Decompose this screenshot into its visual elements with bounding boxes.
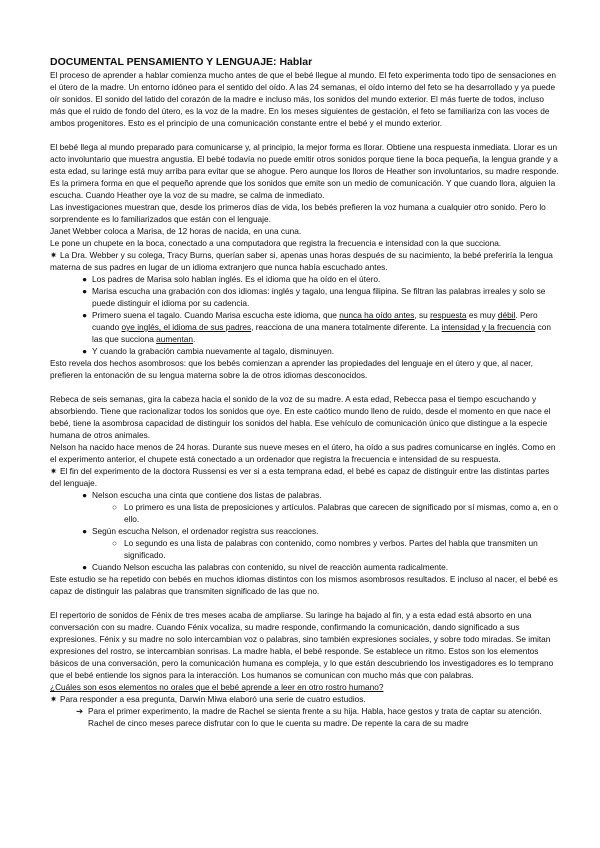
list-item — [50, 285, 560, 309]
paragraph-janet-webber: Janet Webber coloca a Marisa, de 12 horas de nacida, en una cuna. — [50, 226, 302, 236]
underlined-text: aumentan — [156, 334, 194, 344]
list-item-text: Nelson escucha una cinta que contiene dos listas de palabras. — [92, 490, 322, 500]
asterisk-marker: ✷ — [50, 250, 57, 260]
bullet-marker: ● — [82, 286, 88, 296]
list-item-text: Primero suena el tagalo. Cuando Marisa escucha este idioma, que nunca ha oído antes, su respuesta es muy débil. Pero cuando oye inglés, el idioma de sus padres, reacciona de una manera totalmente diferente. La intensidad y la frecuencia con las que succiona aumentan. — [92, 310, 551, 344]
paragraph-voice-preference: Las investigaciones muestran que, desde los primeros días de vida, los bebés prefieren la voz humana a cualquier otro sonido. Pero lo sorprendente es lo familiarizados que están con el lenguaje. — [50, 202, 546, 224]
underlined-text: intensidad y la frecuencia — [441, 322, 536, 332]
list-item-text: Los padres de Marisa solo hablan inglés. Es el idioma que ha oído en el útero. — [92, 274, 381, 284]
paragraph-text: Para responder a esa pregunta, Darwin Miwa elaboró una serie de cuatro estudios. — [59, 694, 366, 704]
list-item — [50, 489, 560, 501]
underlined-text: ¿Cuáles son esos elementos no orales que el bebé aprende a leer en otro rostro humano? — [50, 682, 384, 692]
list-item — [50, 273, 560, 285]
sub-bullet-marker: ○ — [112, 538, 118, 548]
paragraph-repeated-study: Este estudio se ha repetido con bebés en muchos idiomas distintos con los mismos asombrosos resultados. E incluso al nacer, el bebé es capaz de distinguir las palabras que transmiten significado de las que no. — [50, 574, 558, 596]
list-item-text: Lo primero es una lista de preposiciones y artículos. Palabras que carecen de significado por sí mismas, como a, en o ello. — [124, 502, 558, 524]
underlined-text: respuesta — [430, 310, 467, 320]
question-heading — [50, 681, 560, 693]
bullet-marker: ● — [82, 490, 88, 500]
paragraph-webber-question — [50, 249, 560, 273]
asterisk-marker: ✷ — [50, 466, 57, 476]
arrow-icon: ➔ — [76, 706, 83, 716]
underlined-text: débil — [497, 310, 516, 320]
list-item-text: Para el primer experimento, la madre de Rachel se sienta frente a su hija. Habla, hace gestos y trata de captar su atención. Rachel de cinco meses parece disfrutar con lo que le cuenta su madre. De repente la cara de su madre — [88, 706, 542, 728]
paragraph-rebeca: Rebeca de seis semanas, gira la cabeza hacia el sonido de la voz de su madre. A esta edad, Rebecca pasa el tiempo escuchando y absorbiendo. Tiene que racionalizar todos los sonidos que oye. En este caótico mundo lleno de ruido, desde el momento en que nace el bebé, tiene la asombrosa capacidad de distinguir los sonidos del habla. Ese vehículo de comunicación único que distingue a la especie humana de otros animales. — [50, 394, 551, 440]
arrow-list-item — [50, 705, 560, 729]
bullet-marker: ● — [82, 346, 88, 356]
underlined-text: nunca ha oído antes — [339, 310, 415, 320]
list-item — [50, 525, 560, 537]
underlined-text: oye inglés, el idioma de sus padres — [121, 322, 252, 332]
paragraph-crying: El bebé llega al mundo preparado para comunicarse y, al principio, la mejor forma es llorar. Obtiene una respuesta inmediata. Llorar es un acto involuntario que muestra angustia. El bebé todavía no puede emitir otros sonidos porque tiene la boca pequeña, la lengua grande y a esta edad, su laringe está muy arriba para evitar que se ahogue. Pero aunque los lloros de Heather son involuntarios, su madre responde. Es la primera forma en que el pequeño aprende que los sonidos que emite son un medio de comunicación. Y que cuando llora, alguien la escucha. Cuando Heather oye la voz de su madre, se calma de inmediato. — [50, 142, 559, 200]
paragraph-text: El fin del experimento de la doctora Russensi es ver si a esta temprana edad, el bebé es capaz de distinguir entre las distintas partes del lenguaje. — [50, 466, 550, 488]
list-item-text: Cuando Nelson escucha las palabras con contenido, su nivel de reacción aumenta radicalmente. — [92, 562, 449, 572]
sub-list-item — [50, 501, 560, 525]
asterisk-marker: ✷ — [50, 694, 57, 704]
list-item — [50, 309, 560, 345]
list-item-text: Lo segundo es una lista de palabras con contenido, como nombres y verbos. Partes del habla que transmiten un significado. — [124, 538, 538, 560]
list-item — [50, 345, 560, 357]
sub-list-item — [50, 537, 560, 561]
bullet-marker: ● — [82, 274, 88, 284]
list-item-text: Y cuando la grabación cambia nuevamente al tagalo, disminuyen. — [92, 346, 334, 356]
document-title: DOCUMENTAL PENSAMIENTO Y LENGUAJE: Hablar — [50, 56, 313, 68]
paragraph-darwin-miwa — [50, 693, 560, 705]
list-item — [50, 561, 560, 573]
paragraph-fenix: El repertorio de sonidos de Fénix de tres meses acaba de ampliarse. Su laringe ha bajado al fin, y a esta edad está absorto en una conversación con su madre. Cuando Fénix vocaliza, su madre responde, confirmando la comunicación, dando significado a sus expresiones. Fénix y su madre no solo intercambian voz o palabras, sino también expresiones sociales, y sobre todo miradas. Se imitan expresiones del rostro, se intercambian sonrisas. La madre habla, el bebé responde. Se establece un ritmo. Estos son los elementos básicos de una conversación, pero la comunicación humana es compleja, y lo que están descubriendo los investigadores es lo temprano que el bebé entiende los signos para la interacción. Los humanos se comunican con mucho más que con palabras. — [50, 610, 554, 680]
paragraph-pacifier: Le pone un chupete en la boca, conectado a una computadora que registra la frecuencia e intensidad con la que succiona. — [50, 238, 502, 248]
list-item-text: Marisa escucha una grabación con dos idiomas: inglés y tagalo, una lengua filipina. Se filtran las palabras irreales y solo se puede distinguir el idioma por su cadencia. — [92, 286, 546, 308]
paragraph-conclusion: Esto revela dos hechos asombrosos: que los bebés comienzan a aprender las propiedades del lenguaje en el útero y que, al nacer, prefieren la entonación de su lengua materna sobre la de otros idiomas desconocidos. — [50, 358, 533, 380]
document-page — [50, 56, 560, 729]
paragraph-nelson: Nelson ha nacido hace menos de 24 horas. Durante sus nueve meses en el útero, ha oído a sus padres comunicarse en inglés. Como en el experimento anterior, el chupete está conectado a un ordenador que registra la frecuencia e intensidad de su respuesta. — [50, 442, 556, 464]
bullet-marker: ● — [82, 562, 88, 572]
paragraph-prenatal-hearing: El proceso de aprender a hablar comienza mucho antes de que el bebé llegue al mundo. El feto experimenta todo tipo de sensaciones en el útero de la madre. Un entorno idóneo para el sentido del oído. A las 24 semanas, el oído interno del feto se ha desarrollado y ya puede oír sonidos. El sonido del latido del corazón de la madre e incluso más, los sonidos del mundo exterior. El más fuerte de todos, incluso más que el ruido de fondo del útero, es la voz de la madre. En los meses siguientes de gestación, el feto se familiariza con las voces de ambos progenitores. Esto es el principio de una comunicación constante entre el bebé y el mundo exterior. — [50, 70, 556, 128]
paragraph-text: La Dra. Webber y su colega, Tracy Burns, querían saber si, apenas unas horas después de su nacimiento, la bebé preferiría la lengua materna de sus padres en lugar de un idioma extranjero que nunca había escuchado antes. — [50, 250, 553, 272]
sub-bullet-marker: ○ — [112, 502, 118, 512]
paragraph-russensi — [50, 465, 560, 489]
bullet-marker: ● — [82, 526, 88, 536]
list-item-text: Según escucha Nelson, el ordenador registra sus reacciones. — [92, 526, 319, 536]
bullet-marker: ● — [82, 310, 88, 320]
